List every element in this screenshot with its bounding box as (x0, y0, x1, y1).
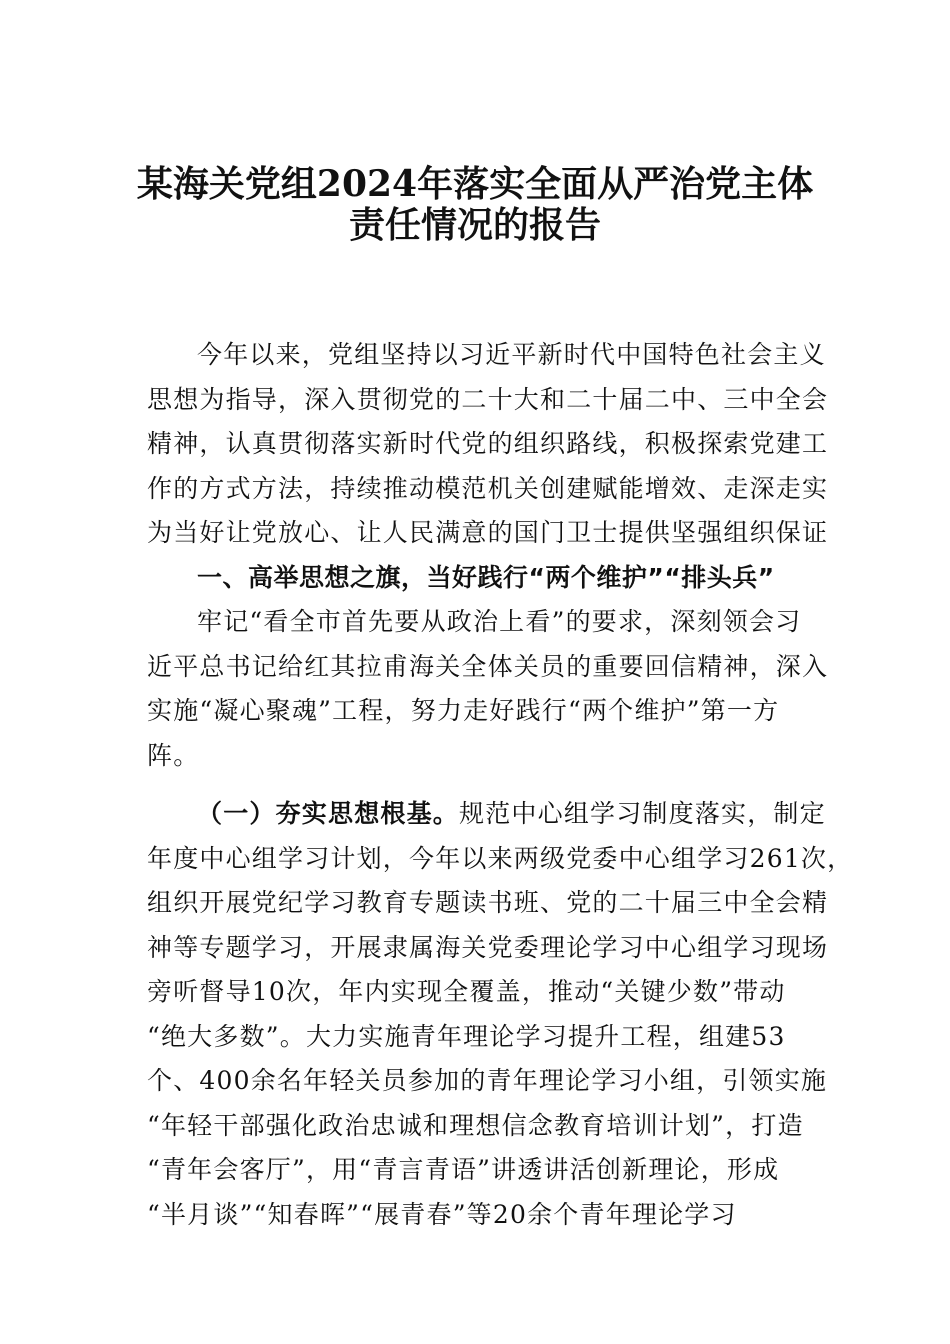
paragraph-line: 神等专题学习，开展隶属海关党委理论学习中心组学习现场 (147, 932, 829, 962)
subsection-text: 规范中心组学习制度落实，制定 (459, 799, 826, 828)
subsection-first-line (147, 792, 826, 837)
paragraph-line: “绝大多数”。大力实施青年理论学习提升工程，组建53 (147, 1021, 786, 1051)
paragraph-line: 思想为指导，深入贯彻党的二十大和二十届二中、三中全会 (147, 384, 829, 414)
paragraph-gap (147, 778, 807, 792)
paragraph-line: “青年会客厅”，用“青言青语”讲透讲活创新理论，形成 (147, 1155, 780, 1184)
paragraph-line: “半月谈”“知春晖”“展青春”等20余个青年理论学习 (147, 1199, 737, 1229)
paragraph-line: 近平总书记给红其拉甫海关全体关员的重要回信精神，深入 (147, 651, 829, 681)
paragraph-line: 为当好让党放心、让人民满意的国门卫士提供坚强组织保证 (147, 518, 829, 547)
paragraph-line: 组织开展党纪学习教育专题读书班、党的二十届三中全会精 (147, 888, 829, 917)
paragraph-line: 牢记“看全市首先要从政治上看”的要求，深刻领会习 (197, 607, 802, 636)
paragraph-line: 个、400余名年轻关员参加的青年理论学习小组，引领实施 (147, 1066, 828, 1095)
paragraph-line: 旁听督导10次，年内实现全覆盖，推动“关键少数”带动 (147, 977, 786, 1006)
paragraph-line: 作的方式方法，持续推动模范机关创建赋能增效、走深走实 (147, 473, 829, 503)
document-title-line-1: 某海关党组2024年落实全面从严治党主体 (136, 163, 814, 205)
document-title-line-2: 责任情况的报告 (348, 204, 601, 246)
paragraph-line: 实施“凝心聚魂”工程，努力走好践行“两个维护”第一方 (147, 696, 780, 725)
document-body (147, 333, 854, 1237)
subsection-label: （一）夯实思想根基。 (197, 799, 460, 828)
paragraph-line: 阵。 (147, 740, 200, 770)
paragraph-line: 年度中心组学习计划，今年以来两级党委中心组学习261次， (147, 843, 854, 873)
paragraph-line: “年轻干部强化政治忠诚和理想信念教育培训计划”，打造 (147, 1110, 804, 1140)
paragraph-line: 今年以来，党组坚持以习近平新时代中国特色社会主义 (197, 340, 826, 369)
section-heading: 一、高举思想之旗，当好践行“两个维护”“排头兵” (197, 562, 775, 592)
paragraph-line: 精神，认真贯彻落实新时代党的组织路线，积极探索党建工 (147, 429, 829, 458)
